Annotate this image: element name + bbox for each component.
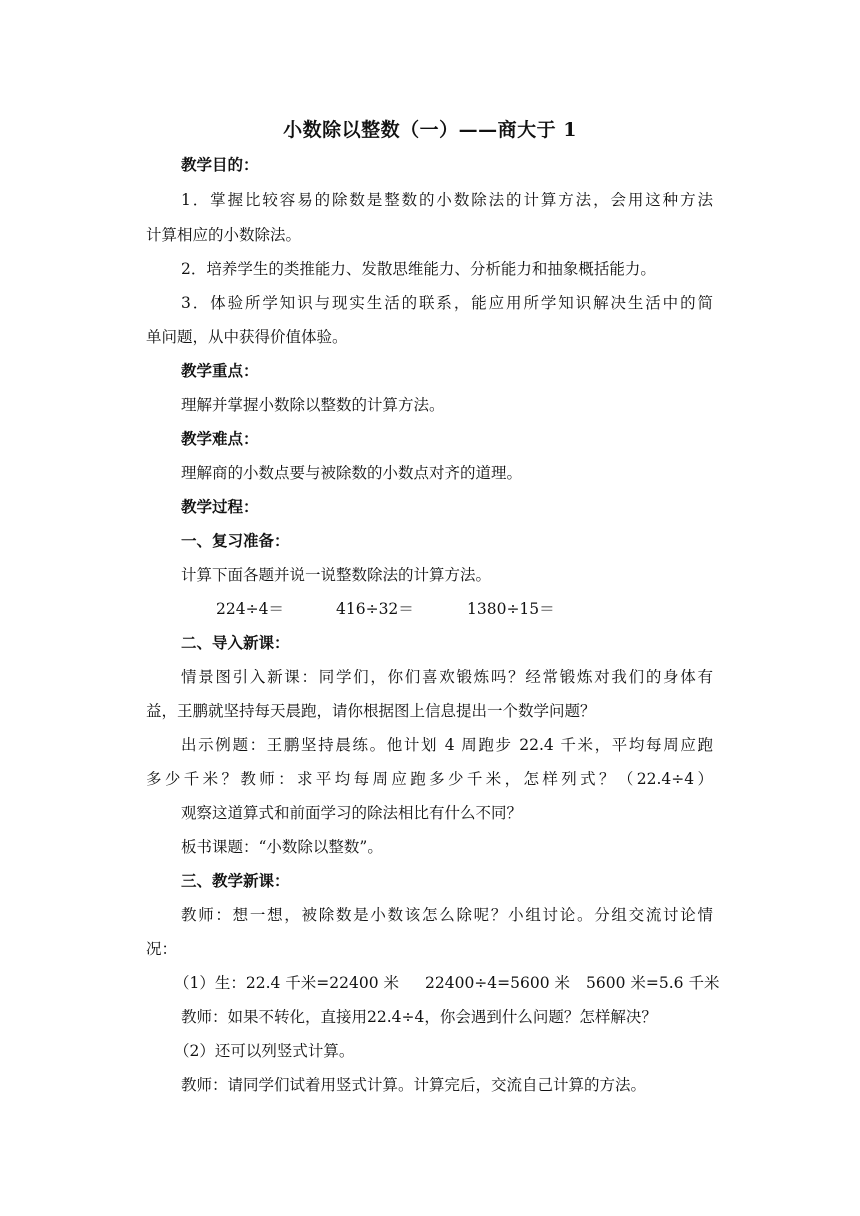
new-lesson-heading: 三、教学新课： <box>181 871 290 890</box>
review-equation-1: 224÷4＝ <box>216 600 284 618</box>
new-paragraph-2-part-2: 22400÷4=5600 米 <box>425 974 571 992</box>
new-paragraph-4: （2）还可以列竖式计算。 <box>174 1042 355 1060</box>
new-paragraph-2-part-1: （1）生：22.4 千米=22400 米 <box>174 974 400 992</box>
goal-3-line-1: 3．体验所学知识与现实生活的联系，能应用所学知识解决生活中的简 <box>181 294 713 312</box>
goal-1-line-2: 计算相应的小数除法。 <box>146 226 302 244</box>
goal-3-line-2: 单问题，从中获得价值体验。 <box>146 328 348 346</box>
goal-2: 2．培养学生的类推能力、发散思维能力、分析能力和抽象概括能力。 <box>181 260 656 278</box>
intro-paragraph-1-line-1: 情景图引入新课：同学们，你们喜欢锻炼吗？经常锻炼对我们的身体有 <box>181 668 713 686</box>
difficulty-heading: 教学难点： <box>181 429 259 448</box>
process-heading: 教学过程： <box>181 497 259 516</box>
review-equation-2: 416÷32＝ <box>336 600 414 618</box>
new-paragraph-5: 教师：请同学们试着用竖式计算。计算完后，交流自己计算的方法。 <box>181 1076 647 1094</box>
page-title: 小数除以整数（一）——商大于 1 <box>283 119 577 141</box>
intro-paragraph-3: 观察这道算式和前面学习的除法相比有什么不同？ <box>181 804 523 822</box>
intro-paragraph-1-line-2: 益，王鹏就坚持每天晨跑，请你根据图上信息提出一个数学问题？ <box>146 702 596 720</box>
intro-paragraph-2-line-1: 出示例题：王鹏坚持晨练。他计划 4 周跑步 22.4 千米，平均每周应跑 <box>181 736 713 754</box>
new-paragraph-1-line-1: 教师：想一想，被除数是小数该怎么除呢？小组讨论。分组交流讨论情 <box>181 906 713 924</box>
goals-heading: 教学目的： <box>181 155 259 174</box>
difficulty-text: 理解商的小数点要与被除数的小数点对齐的道理。 <box>181 464 523 482</box>
focus-heading: 教学重点： <box>181 361 259 380</box>
intro-paragraph-2-line-2: 多少千米？教师：求平均每周应跑多少千米，怎样列式？（22.4÷4） <box>146 770 713 788</box>
focus-text: 理解并掌握小数除以整数的计算方法。 <box>181 396 445 414</box>
new-paragraph-2-part-3: 5600 米=5.6 千米 <box>586 974 720 992</box>
goal-1-line-1: 1．掌握比较容易的除数是整数的小数除法的计算方法，会用这种方法 <box>181 191 713 209</box>
review-equation-3: 1380÷15＝ <box>467 600 555 618</box>
review-text: 计算下面各题并说一说整数除法的计算方法。 <box>181 566 492 584</box>
intro-heading: 二、导入新课： <box>181 633 290 652</box>
new-paragraph-3: 教师：如果不转化，直接用22.4÷4，你会遇到什么问题？怎样解决？ <box>181 1008 657 1026</box>
intro-paragraph-4: 板书课题：“小数除以整数”。 <box>181 838 383 856</box>
review-heading: 一、复习准备： <box>181 531 290 550</box>
new-paragraph-1-line-2: 况： <box>146 940 178 958</box>
